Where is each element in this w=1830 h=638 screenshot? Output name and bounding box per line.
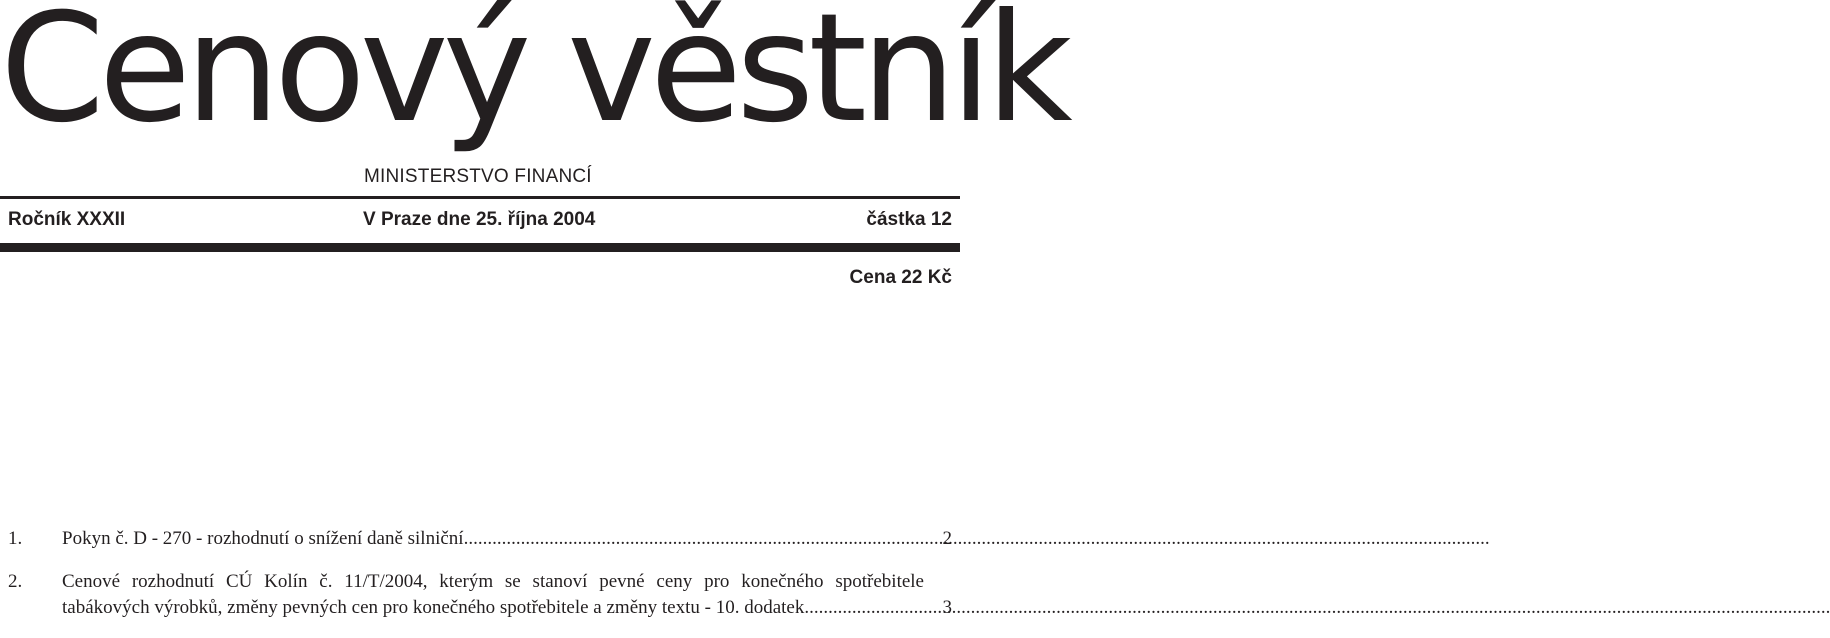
divider-thin [0,196,960,199]
toc-entry [0,569,960,621]
volume-label: Ročník XXXII [8,209,126,230]
issue-date: V Praze dne 25. října 2004 [363,209,596,230]
toc-entry-page: 2 [942,528,952,549]
publisher-name: MINISTERSTVO FINANCÍ [364,166,592,187]
toc-entry-line [62,595,924,621]
toc-entry-title: Cenové rozhodnutí CÚ Kolín č. 11/T/2004, kterým se stanoví pevné ceny pro konečného spotřebitele [62,571,924,592]
table-of-contents [0,526,960,638]
masthead-title: Cenový věstník [0,0,1067,156]
toc-entry-number: 1. [8,528,23,549]
issue-price: Cena 22 Kč [849,267,952,288]
toc-entry-page: 3 [942,597,952,618]
toc-entry [0,526,960,552]
toc-leader-dots [804,595,1830,621]
toc-entry-title: Pokyn č. D - 270 - rozhodnutí o snížení daně silniční [62,528,464,549]
toc-leader-dots [464,526,1490,552]
toc-entry-title-cont: tabákových výrobků, změny pevných cen pro konečného spotřebitele a změny textu - 10. dodatek [62,597,805,618]
toc-entry-line [62,526,924,552]
divider-thick [0,243,960,252]
toc-entry-number: 2. [8,571,23,592]
issue-number: částka 12 [866,209,952,230]
